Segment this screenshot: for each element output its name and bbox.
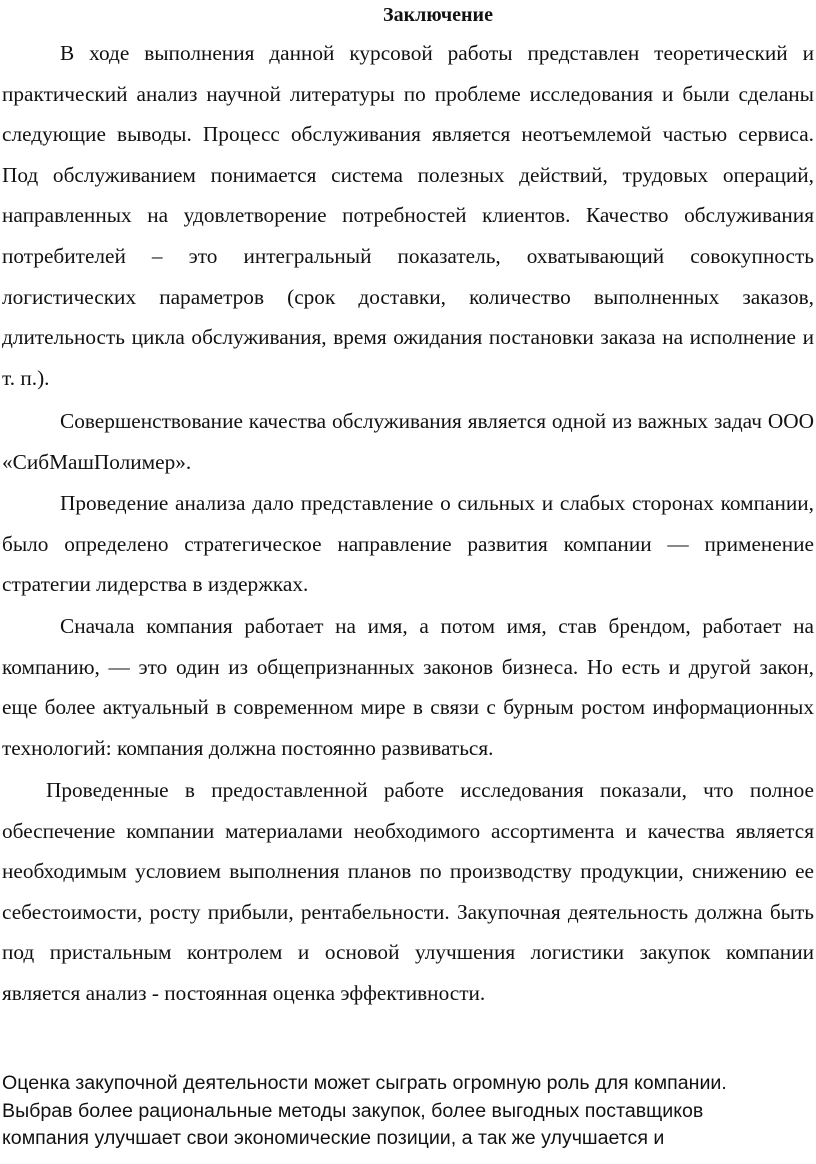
tail-line: Оценка закупочной деятельности может сыграть огромную роль для компании. xyxy=(2,1072,727,1094)
paragraph-analysis: Проведение анализа дало представление о сильных и слабых сторонах компании, было определено стратегическое направление развития компании — применение стратегии лидерства в издержках. xyxy=(2,491,814,597)
paragraph-brand-law: Сначала компания работает на имя, а потом имя, став брендом, работает на компанию, — это один из общепризнанных законов бизнеса. Но есть и другой закон, еще более актуальный в современном мире в связи с бурным ростом информационных технологий: компания должна постоянно развиваться. xyxy=(2,614,814,760)
paragraph-research-results: Проведенные в предоставленной работе исследования показали, что полное обеспечение компании материалами необходимого ассортимента и качества является необходимым условием выполнения планов по производству продукции, снижению ее себестоимости, росту прибыли, рентабельности. Закупочная деятельность должна быть под пристальным контролем и основой улучшения логистики закупок компании является анализ - постоянная оценка эффективности. xyxy=(2,778,814,1005)
tail-line: компания улучшает свои экономические позиции, а так же улучшается и xyxy=(2,1127,665,1149)
paragraph-purchasing-assessment xyxy=(2,1070,814,1153)
paragraph-intro: В ходе выполнения данной курсовой работы представлен теоретический и практический анализ научной литературы по проблеме исследования и были сделаны следующие выводы. Процесс обслуживания является неотъемлемой частью сервиса. Под обслуживанием понимается система полезных действий, трудовых операций, направленных на удовлетворение потребностей клиентов. Качество обслуживания потребителей – это интегральный показатель, охватывающий совокупность логистических параметров (срок доставки, количество выполненных заказов, длительность цикла обслуживания, время ожидания постановки заказа на исполнение и т. п.). xyxy=(2,41,814,390)
paragraph-quality-improvement: Совершенствование качества обслуживания является одной из важных задач ООО «СибМашПолимер». xyxy=(2,409,814,474)
page-title: Заключение xyxy=(383,4,493,26)
tail-line: Выбрав более рациональные методы закупок, более выгодных поставщиков xyxy=(2,1099,704,1122)
